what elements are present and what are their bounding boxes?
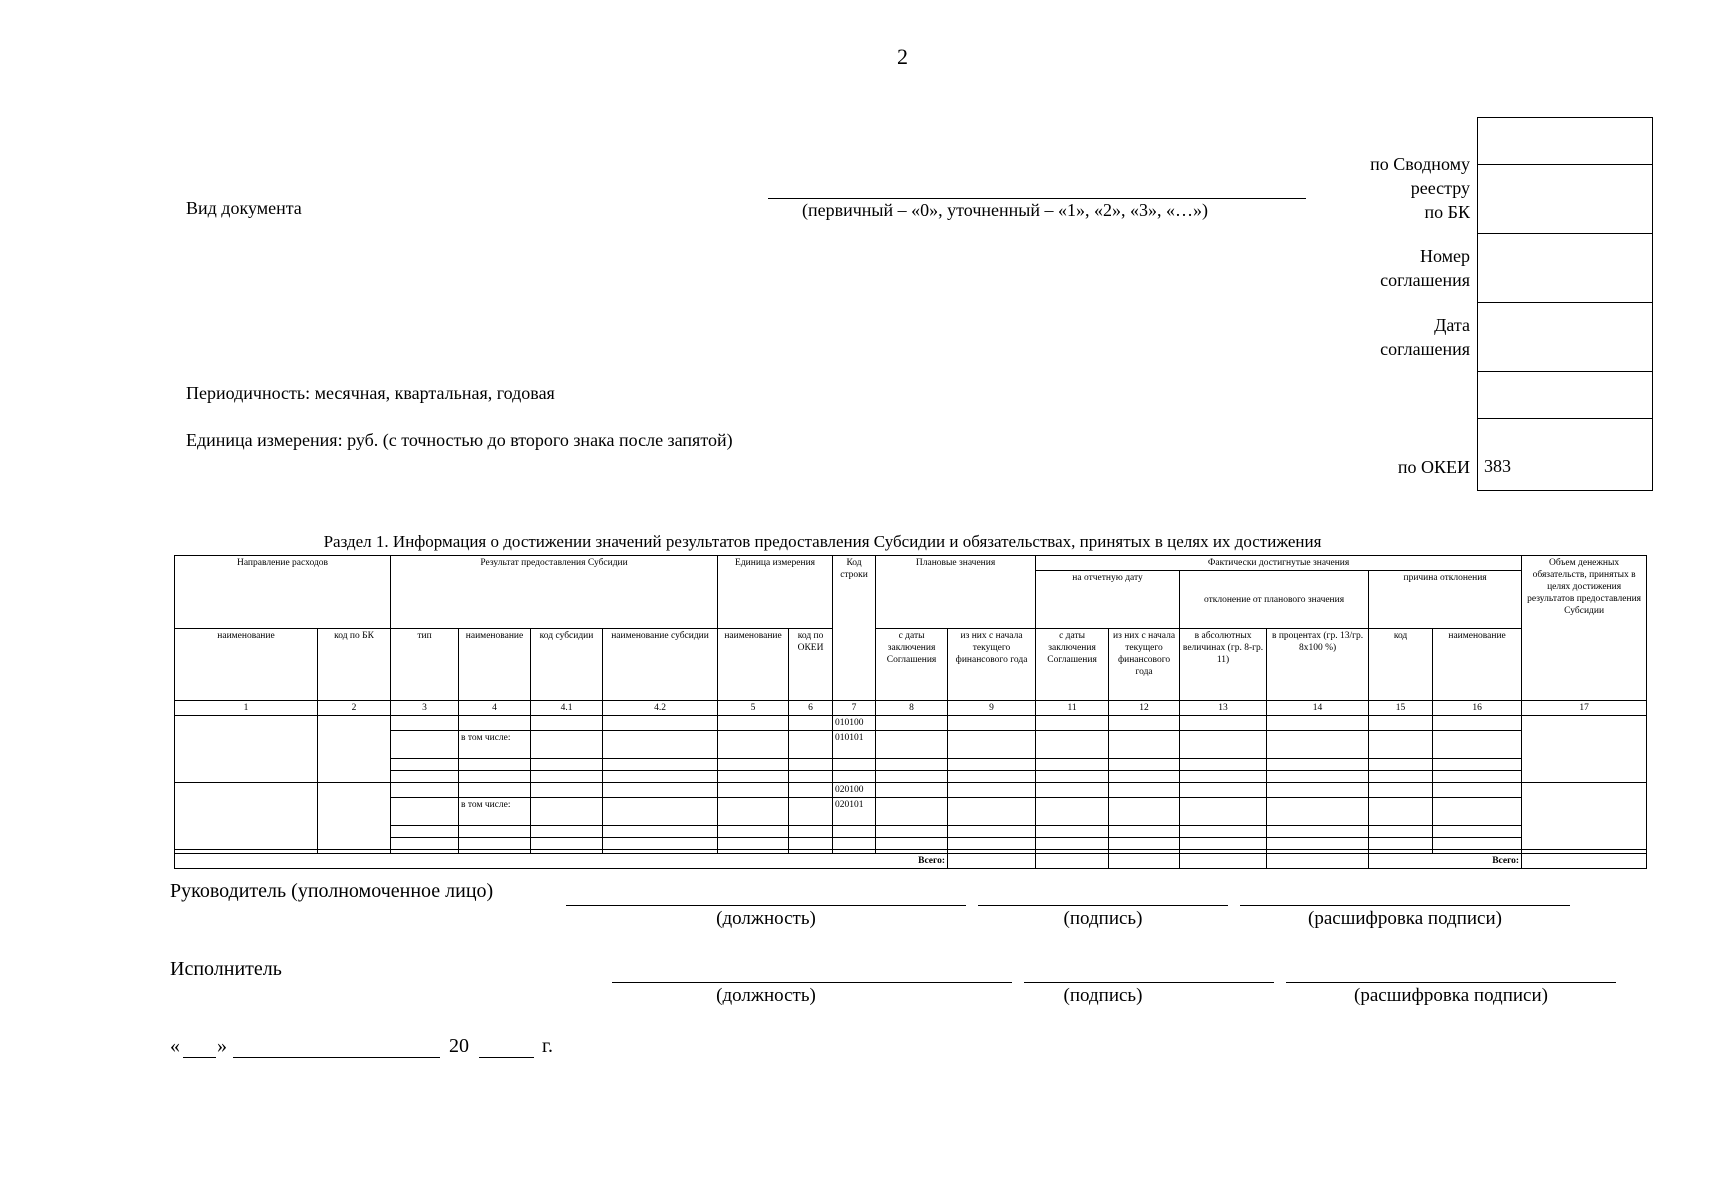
cell[interactable] bbox=[531, 838, 603, 850]
c-plan-from: с даты заключения Соглашения bbox=[876, 629, 948, 701]
cell[interactable] bbox=[948, 731, 1036, 759]
cell[interactable] bbox=[718, 771, 789, 783]
col-num: 4.2 bbox=[603, 701, 718, 716]
cell[interactable] bbox=[789, 716, 833, 731]
cell[interactable] bbox=[1180, 716, 1267, 731]
table-row bbox=[175, 716, 1647, 731]
cell[interactable] bbox=[1180, 759, 1267, 771]
h-obligations: Объем денежных обязательств, принятых в целях достижения результатов предоставления Субсидии bbox=[1522, 556, 1647, 701]
cell[interactable] bbox=[603, 771, 718, 783]
col-num: 16 bbox=[1433, 701, 1522, 716]
c-okei: код по ОКЕИ bbox=[789, 629, 833, 701]
head-position-caption: (должность) bbox=[716, 908, 816, 929]
cell[interactable] bbox=[876, 771, 948, 783]
table-row bbox=[175, 798, 1647, 826]
row-code: 010100 bbox=[833, 716, 876, 731]
cell[interactable] bbox=[318, 716, 391, 783]
section-title: Раздел 1. Информация о достижении значений результатов предоставления Субсидии и обязательствах, принятых в целях их достижения bbox=[323, 532, 1322, 551]
c-bk-code: код по БК bbox=[318, 629, 391, 701]
cell[interactable] bbox=[1109, 771, 1180, 783]
col-num: 2 bbox=[318, 701, 391, 716]
executor-position-line[interactable] bbox=[612, 982, 1012, 983]
cell[interactable] bbox=[1109, 783, 1180, 798]
cell[interactable] bbox=[1369, 731, 1433, 759]
executor-decoding-caption: (расшифровка подписи) bbox=[1354, 985, 1548, 1006]
table-row bbox=[175, 838, 1647, 850]
cell[interactable] bbox=[876, 838, 948, 850]
cell[interactable] bbox=[1109, 854, 1180, 869]
h-unit: Единица измерения bbox=[718, 556, 833, 629]
cell[interactable] bbox=[718, 783, 789, 798]
cell[interactable] bbox=[1433, 783, 1522, 798]
cell[interactable] bbox=[391, 759, 459, 771]
cell[interactable] bbox=[1109, 798, 1180, 826]
cell[interactable] bbox=[391, 731, 459, 759]
table-row bbox=[175, 783, 1647, 798]
head-signature-line[interactable] bbox=[978, 905, 1228, 906]
cell[interactable] bbox=[1522, 854, 1647, 869]
cell[interactable] bbox=[603, 716, 718, 731]
cell[interactable] bbox=[948, 759, 1036, 771]
cell[interactable] bbox=[1036, 759, 1109, 771]
col-num: 6 bbox=[789, 701, 833, 716]
cell[interactable] bbox=[1433, 838, 1522, 850]
col-num: 7 bbox=[833, 701, 876, 716]
cell[interactable] bbox=[531, 731, 603, 759]
cell[interactable] bbox=[1036, 716, 1109, 731]
cell[interactable] bbox=[1036, 731, 1109, 759]
cell[interactable] bbox=[391, 783, 459, 798]
cell[interactable] bbox=[459, 771, 531, 783]
unit-text: Единица измерения: руб. (с точностью до второго знака после запятой) bbox=[186, 430, 733, 450]
cell[interactable] bbox=[876, 731, 948, 759]
col-num: 14 bbox=[1267, 701, 1369, 716]
cell[interactable] bbox=[948, 838, 1036, 850]
head-signature-caption: (подпись) bbox=[1063, 908, 1143, 929]
cell[interactable] bbox=[1180, 731, 1267, 759]
year-suffix: г. bbox=[542, 1035, 553, 1057]
cell[interactable] bbox=[1433, 759, 1522, 771]
cell[interactable] bbox=[833, 826, 876, 838]
reestr-label: по Сводному реестру по БК bbox=[1370, 154, 1470, 222]
h-on-date: на отчетную дату bbox=[1036, 571, 1180, 629]
cell[interactable] bbox=[833, 759, 876, 771]
col-num: 12 bbox=[1109, 701, 1180, 716]
cell[interactable] bbox=[1109, 759, 1180, 771]
date-month-line[interactable] bbox=[233, 1057, 440, 1058]
total-label-2: Всего: bbox=[1369, 854, 1522, 869]
incl-label: в том числе: bbox=[459, 798, 531, 826]
c-result-name: наименование bbox=[459, 629, 531, 701]
cell[interactable] bbox=[1369, 826, 1433, 838]
cell[interactable] bbox=[1267, 759, 1369, 771]
cell[interactable] bbox=[1036, 826, 1109, 838]
col-num: 11 bbox=[1036, 701, 1109, 716]
cell[interactable] bbox=[948, 716, 1036, 731]
cell[interactable] bbox=[459, 826, 531, 838]
c-name: наименование bbox=[175, 629, 318, 701]
cell[interactable] bbox=[1433, 798, 1522, 826]
cell[interactable] bbox=[948, 854, 1036, 869]
cell[interactable] bbox=[1036, 838, 1109, 850]
c-reason-code: код bbox=[1369, 629, 1433, 701]
c-abs: в абсолютных величинах (гр. 8-гр. 11) bbox=[1180, 629, 1267, 701]
date-day-line[interactable] bbox=[183, 1057, 216, 1058]
okei-value[interactable]: 383 bbox=[1484, 456, 1511, 476]
h-planned: Плановые значения bbox=[876, 556, 1036, 629]
executor-label: Исполнитель bbox=[170, 958, 282, 980]
c-fact-from: с даты заключения Соглашения bbox=[1036, 629, 1109, 701]
executor-signature-caption: (подпись) bbox=[1063, 985, 1143, 1006]
c-subsidy-code: код субсидии bbox=[531, 629, 603, 701]
cell[interactable] bbox=[876, 826, 948, 838]
cell[interactable] bbox=[948, 798, 1036, 826]
c-fact-ytd: из них с начала текущего финансового года bbox=[1109, 629, 1180, 701]
cell[interactable] bbox=[1109, 838, 1180, 850]
cell[interactable] bbox=[789, 838, 833, 850]
cell[interactable] bbox=[603, 759, 718, 771]
year-prefix: 20 bbox=[449, 1035, 469, 1057]
cell[interactable] bbox=[1267, 771, 1369, 783]
cell[interactable] bbox=[948, 826, 1036, 838]
cell[interactable] bbox=[1267, 731, 1369, 759]
executor-decoding-line[interactable] bbox=[1286, 982, 1616, 983]
col-num: 17 bbox=[1522, 701, 1647, 716]
total-label: Всего: bbox=[175, 854, 948, 869]
codes-box bbox=[1477, 117, 1653, 491]
col-num: 1 bbox=[175, 701, 318, 716]
cell[interactable] bbox=[1522, 783, 1647, 850]
cell[interactable] bbox=[1180, 826, 1267, 838]
col-num: 4 bbox=[459, 701, 531, 716]
cell[interactable] bbox=[789, 759, 833, 771]
cell[interactable] bbox=[459, 783, 531, 798]
c-type: тип bbox=[391, 629, 459, 701]
cell[interactable] bbox=[175, 716, 318, 783]
cell[interactable] bbox=[1522, 716, 1647, 783]
cell[interactable] bbox=[1036, 771, 1109, 783]
cell[interactable] bbox=[1267, 826, 1369, 838]
cell[interactable] bbox=[718, 759, 789, 771]
cell[interactable] bbox=[1433, 771, 1522, 783]
cell[interactable] bbox=[1109, 716, 1180, 731]
cell[interactable] bbox=[789, 783, 833, 798]
row-code: 020101 bbox=[833, 798, 876, 826]
cell[interactable] bbox=[1369, 716, 1433, 731]
col-num: 4.1 bbox=[531, 701, 603, 716]
table-row bbox=[175, 771, 1647, 783]
cell[interactable] bbox=[718, 826, 789, 838]
cell[interactable] bbox=[391, 716, 459, 731]
cell[interactable] bbox=[833, 838, 876, 850]
h-result: Результат предоставления Субсидии bbox=[391, 556, 718, 629]
head-label: Руководитель (уполномоченное лицо) bbox=[170, 880, 494, 902]
cell[interactable] bbox=[1433, 731, 1522, 759]
cell[interactable] bbox=[1180, 838, 1267, 850]
cell[interactable] bbox=[1180, 798, 1267, 826]
cell[interactable] bbox=[459, 759, 531, 771]
cell[interactable] bbox=[1369, 798, 1433, 826]
c-plan-ytd: из них с начала текущего финансового года bbox=[948, 629, 1036, 701]
doc-type-label: Вид документа bbox=[186, 198, 302, 218]
cell[interactable] bbox=[718, 731, 789, 759]
h-actual: Фактически достигнутые значения bbox=[1036, 556, 1522, 571]
cell[interactable] bbox=[718, 716, 789, 731]
cell[interactable] bbox=[1180, 771, 1267, 783]
cell[interactable] bbox=[531, 759, 603, 771]
col-num: 13 bbox=[1180, 701, 1267, 716]
page-number: 2 bbox=[897, 44, 908, 69]
total-row bbox=[175, 854, 1647, 869]
cell[interactable] bbox=[1433, 826, 1522, 838]
cell[interactable] bbox=[1036, 783, 1109, 798]
cell[interactable] bbox=[1180, 783, 1267, 798]
cell[interactable] bbox=[1036, 854, 1109, 869]
cell[interactable] bbox=[531, 716, 603, 731]
cell[interactable] bbox=[1267, 783, 1369, 798]
cell[interactable] bbox=[603, 783, 718, 798]
cell[interactable] bbox=[876, 759, 948, 771]
row-code: 020100 bbox=[833, 783, 876, 798]
cell[interactable] bbox=[318, 783, 391, 850]
periodicity-text: Периодичность: месячная, квартальная, годовая bbox=[186, 383, 555, 403]
cell[interactable] bbox=[391, 798, 459, 826]
cell[interactable] bbox=[603, 826, 718, 838]
doc-type-line[interactable] bbox=[768, 198, 1306, 199]
cell[interactable] bbox=[948, 771, 1036, 783]
cell[interactable] bbox=[1267, 854, 1369, 869]
results-table bbox=[174, 555, 1647, 869]
c-unit-name: наименование bbox=[718, 629, 789, 701]
cell[interactable] bbox=[1109, 731, 1180, 759]
cell[interactable] bbox=[459, 716, 531, 731]
h-direction: Направление расходов bbox=[175, 556, 391, 629]
c-subsidy-name: наименование субсидии bbox=[603, 629, 718, 701]
cell[interactable] bbox=[1369, 783, 1433, 798]
cell[interactable] bbox=[876, 798, 948, 826]
year-line[interactable] bbox=[479, 1057, 534, 1058]
date-open-quote: « bbox=[170, 1035, 180, 1057]
col-num: 15 bbox=[1369, 701, 1433, 716]
col-num: 5 bbox=[718, 701, 789, 716]
cell[interactable] bbox=[1267, 716, 1369, 731]
cell[interactable] bbox=[789, 731, 833, 759]
cell[interactable] bbox=[833, 771, 876, 783]
head-decoding-caption: (расшифровка подписи) bbox=[1308, 908, 1502, 929]
incl-label: в том числе: bbox=[459, 731, 531, 759]
cell[interactable] bbox=[876, 716, 948, 731]
cell[interactable] bbox=[531, 783, 603, 798]
cell[interactable] bbox=[391, 771, 459, 783]
cell[interactable] bbox=[391, 826, 459, 838]
cell[interactable] bbox=[1433, 716, 1522, 731]
col-num: 3 bbox=[391, 701, 459, 716]
table-row bbox=[175, 759, 1647, 771]
cell[interactable] bbox=[1180, 854, 1267, 869]
cell[interactable] bbox=[175, 783, 318, 850]
date-close-quote: » bbox=[217, 1035, 227, 1057]
column-numbers-row bbox=[175, 701, 1647, 716]
cell[interactable] bbox=[1109, 826, 1180, 838]
doc-type-hint: (первичный – «0», уточненный – «1», «2», «3», «…») bbox=[802, 200, 1208, 220]
cell[interactable] bbox=[1036, 798, 1109, 826]
cell[interactable] bbox=[789, 771, 833, 783]
executor-position-caption: (должность) bbox=[716, 985, 816, 1006]
h-deviation: отклонение от планового значения bbox=[1180, 571, 1369, 629]
cell[interactable] bbox=[1369, 771, 1433, 783]
cell[interactable] bbox=[1369, 759, 1433, 771]
table-row bbox=[175, 826, 1647, 838]
c-pct: в процентах (гр. 13/гр. 8х100 %) bbox=[1267, 629, 1369, 701]
okei-label: по ОКЕИ bbox=[1397, 457, 1470, 477]
head-decoding-line[interactable] bbox=[1240, 905, 1570, 906]
head-position-line[interactable] bbox=[566, 905, 966, 906]
h-reason: причина отклонения bbox=[1369, 571, 1522, 629]
h-rowcode: Код строки bbox=[833, 556, 876, 701]
cell[interactable] bbox=[603, 838, 718, 850]
cell[interactable] bbox=[603, 731, 718, 759]
cell[interactable] bbox=[391, 838, 459, 850]
cell[interactable] bbox=[1267, 798, 1369, 826]
cell[interactable] bbox=[1267, 838, 1369, 850]
c-reason-name: наименование bbox=[1433, 629, 1522, 701]
cell[interactable] bbox=[531, 826, 603, 838]
cell[interactable] bbox=[718, 838, 789, 850]
cell[interactable] bbox=[531, 771, 603, 783]
cell[interactable] bbox=[603, 798, 718, 826]
cell[interactable] bbox=[1369, 838, 1433, 850]
cell[interactable] bbox=[789, 826, 833, 838]
table-row bbox=[175, 731, 1647, 759]
col-num: 8 bbox=[876, 701, 948, 716]
cell[interactable] bbox=[948, 783, 1036, 798]
col-num: 9 bbox=[948, 701, 1036, 716]
row-code: 010101 bbox=[833, 731, 876, 759]
agreement-number-label: Номер соглашения bbox=[1380, 246, 1470, 290]
cell[interactable] bbox=[718, 798, 789, 826]
agreement-date-label: Дата соглашения bbox=[1380, 315, 1470, 359]
executor-signature-line[interactable] bbox=[1024, 982, 1274, 983]
cell[interactable] bbox=[459, 838, 531, 850]
cell[interactable] bbox=[531, 798, 603, 826]
cell[interactable] bbox=[789, 798, 833, 826]
cell[interactable] bbox=[876, 783, 948, 798]
